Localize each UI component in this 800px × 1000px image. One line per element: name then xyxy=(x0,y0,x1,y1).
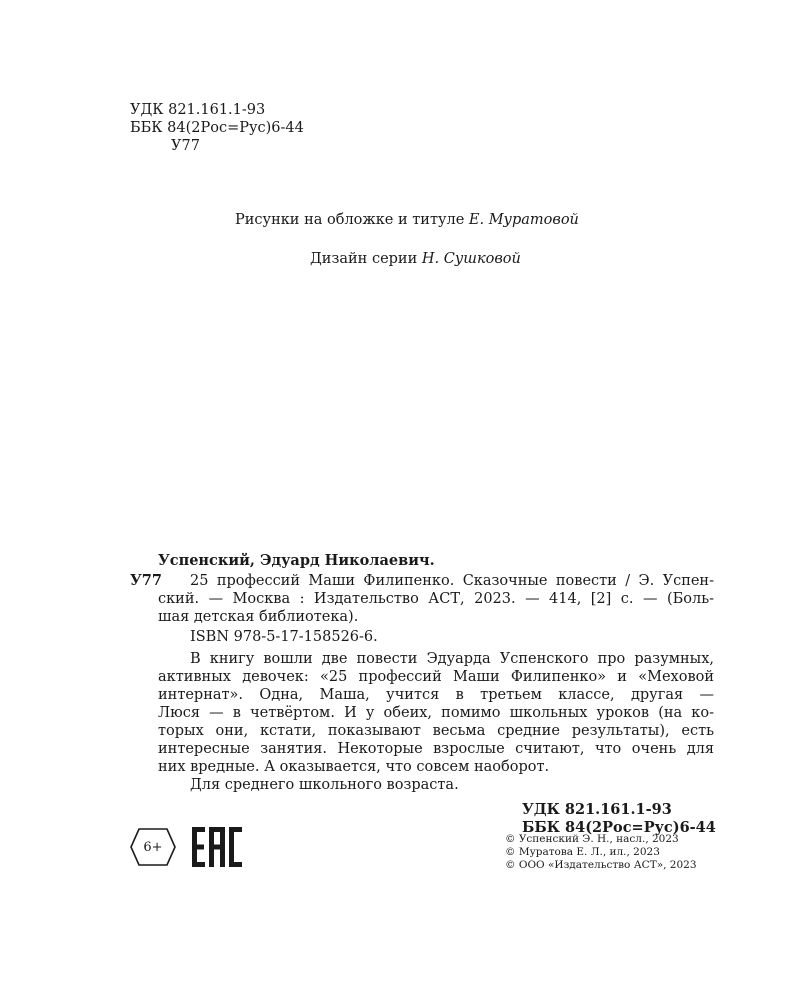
isbn: ISBN 978-5-17-158526-6. xyxy=(190,629,378,645)
annotation-line: торых они, кстати, показывают весьма средние результаты), есть xyxy=(158,723,714,739)
annotation-line: интернат». Одна, Маша, учится в третьем классе, другая — xyxy=(158,687,714,703)
age-rating-badge xyxy=(130,828,176,866)
description-line: шая детская библиотека). xyxy=(158,609,359,625)
udk-code: УДК 821.161.1-93 xyxy=(522,801,672,818)
age-rating-label: 6+ xyxy=(143,839,163,855)
udk-code: УДК 821.161.1-93 xyxy=(130,102,266,118)
top-classification xyxy=(130,101,304,155)
bbk-code: ББК 84(2Рос=Рус)6-44 xyxy=(522,819,716,836)
copyright-line: © ООО «Издательство АСТ», 2023 xyxy=(505,859,697,871)
annotation-line: активных девочек: «25 профессий Маши Филипенко» и «Меховой xyxy=(158,669,714,685)
illustrations-credit xyxy=(235,211,579,229)
annotation-body xyxy=(158,668,714,758)
design-label: Дизайн серии xyxy=(310,251,418,267)
annotation-line: них вредные. А оказывается, что совсем наоборот. xyxy=(158,759,550,775)
illustrations-label: Рисунки на обложке и титуле xyxy=(235,212,465,228)
annotation-line: Люся — в четвёртом. И у обеих, помимо школьных уроков (на ко- xyxy=(158,705,714,721)
bottom-classification xyxy=(522,801,716,837)
design-name: Н. Сушковой xyxy=(421,251,521,267)
illustrations-name: Е. Муратовой xyxy=(468,212,579,228)
bibliographic-description-cont xyxy=(158,590,714,608)
description-line: 25 профессий Маши Филипенко. Сказочные повести / Э. Успен- xyxy=(190,573,714,589)
bibliographic-description xyxy=(190,572,714,590)
annotation-first-line xyxy=(190,650,714,668)
annotation-line: интересные занятия. Некоторые взрослые считают, что очень для xyxy=(158,741,714,757)
author-mark: У77 xyxy=(171,138,200,154)
record-author-mark: У77 xyxy=(130,572,162,589)
annotation-line: В книгу вошли две повести Эдуарда Успенского про разумных, xyxy=(190,651,714,667)
description-line: ский. — Москва : Издательство АСТ, 2023. — 414, [2] с. — (Боль- xyxy=(158,591,714,607)
design-credit xyxy=(310,250,521,268)
author-heading: Успенский, Эдуард Николаевич. xyxy=(158,552,435,569)
bbk-code: ББК 84(2Рос=Рус)6-44 xyxy=(130,120,304,136)
copyright-line: © Муратова Е. Л., ил., 2023 xyxy=(505,846,660,858)
copyrights xyxy=(505,833,697,872)
eac-mark-icon xyxy=(191,826,243,868)
copyright-line: © Успенский Э. Н., насл., 2023 xyxy=(505,833,679,845)
audience-note: Для среднего школьного возраста. xyxy=(190,777,459,793)
